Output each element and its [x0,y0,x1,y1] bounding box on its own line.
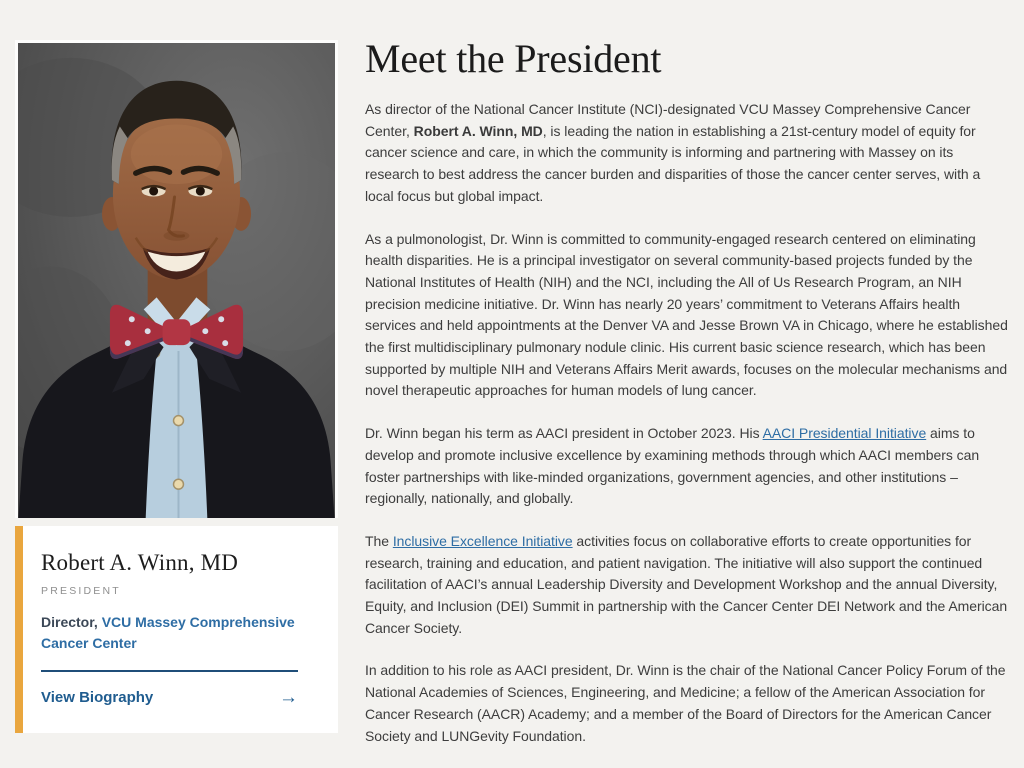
president-photo [15,40,338,518]
bold-text: Robert A. Winn, MD [413,122,543,139]
profile-name: Robert A. Winn, MD [41,550,239,575]
view-biography-link[interactable] [41,688,298,707]
inline-link[interactable]: AACI Presidential Initiative [762,425,927,442]
profile-column [15,40,338,733]
inline-link[interactable]: Inclusive Excellence Initiative [392,532,573,549]
paragraph-text: activities focus on collaborative efforts to create opportunities for research, training and education, and patient navigation. The initiative will also support the continued facilitation of AACI’s annual Leadership Diversity and Development Workshop and the annual Diversity, Equity, and Inclusion (DEI) Summit in partnership with the Cancer Center DEI Network and the American Cancer Society. [365,532,1008,636]
article-paragraph [365,660,1010,747]
portrait-illustration [18,43,335,518]
profile-card [15,526,338,733]
paragraph-text: As a pulmonologist, Dr. Winn is committed to community-engaged research centered on eliminating health disparities. He is a principal investigator on several community-based projects funded by the National Institutes of Health (NIH) and the NCI, including the All of Us Research Program, an NIH precision medicine initiative. Dr. Winn has nearly 20 years’ commitment to Veterans Affairs health services and held appointments at the Denver VA and Jesse Brown VA in Chicago, where he established the first multidisciplinary pulmonary nodule clinic. His current basic science research, which has been supported by multiple NIH and Veterans Affairs Merit awards, focuses on the molecular mechanisms and novel therapeutic approaches for human models of lung cancer. [365,230,1008,399]
profile-position [41,612,298,653]
arrow-right-icon: → [279,687,298,709]
article-paragraph [365,423,1010,510]
profile-role: PRESIDENT [41,585,121,597]
paragraph-text: , is leading the nation in establishing a 21st-century model of equity for cancer science and care, in which the community is informing and partnering with Massey on its research to best address the cancer burden and disparities of those the cancer center serves, with a local focus but global impact. [365,122,981,204]
view-biography-label: View Biography [41,689,154,707]
paragraph-text: aims to develop and promote inclusive excellence by examining methods through which AACI members can foster partnerships with like-minded organizations, government agencies, and other institutions – regionally, nationally, and globally. [365,425,980,507]
paragraph-text: As director of the National Cancer Institute (NCI)-designated VCU Massey Comprehensive Cancer Center, [365,101,971,139]
page-title: Meet the President [365,36,662,81]
article-paragraph [365,531,1010,640]
position-prefix: Director, [41,614,98,630]
article-body [365,99,1010,747]
article [365,36,1010,768]
position-org-link[interactable]: VCU Massey Comprehensive Cancer Center [41,614,295,651]
article-paragraph [365,99,1010,208]
card-divider [41,670,298,672]
paragraph-text: Dr. Winn began his term as AACI president in October 2023. His [365,425,763,442]
article-paragraph [365,229,1010,403]
paragraph-text: The [365,532,393,549]
paragraph-text: In addition to his role as AACI president, Dr. Winn is the chair of the National Cancer Policy Forum of the National Academies of Sciences, Engineering, and Medicine; a fellow of the American Association for Cancer Research (AACR) Academy; and a member of the Board of Directors for the American Cancer Society and LUNGevity Foundation. [365,662,1006,744]
